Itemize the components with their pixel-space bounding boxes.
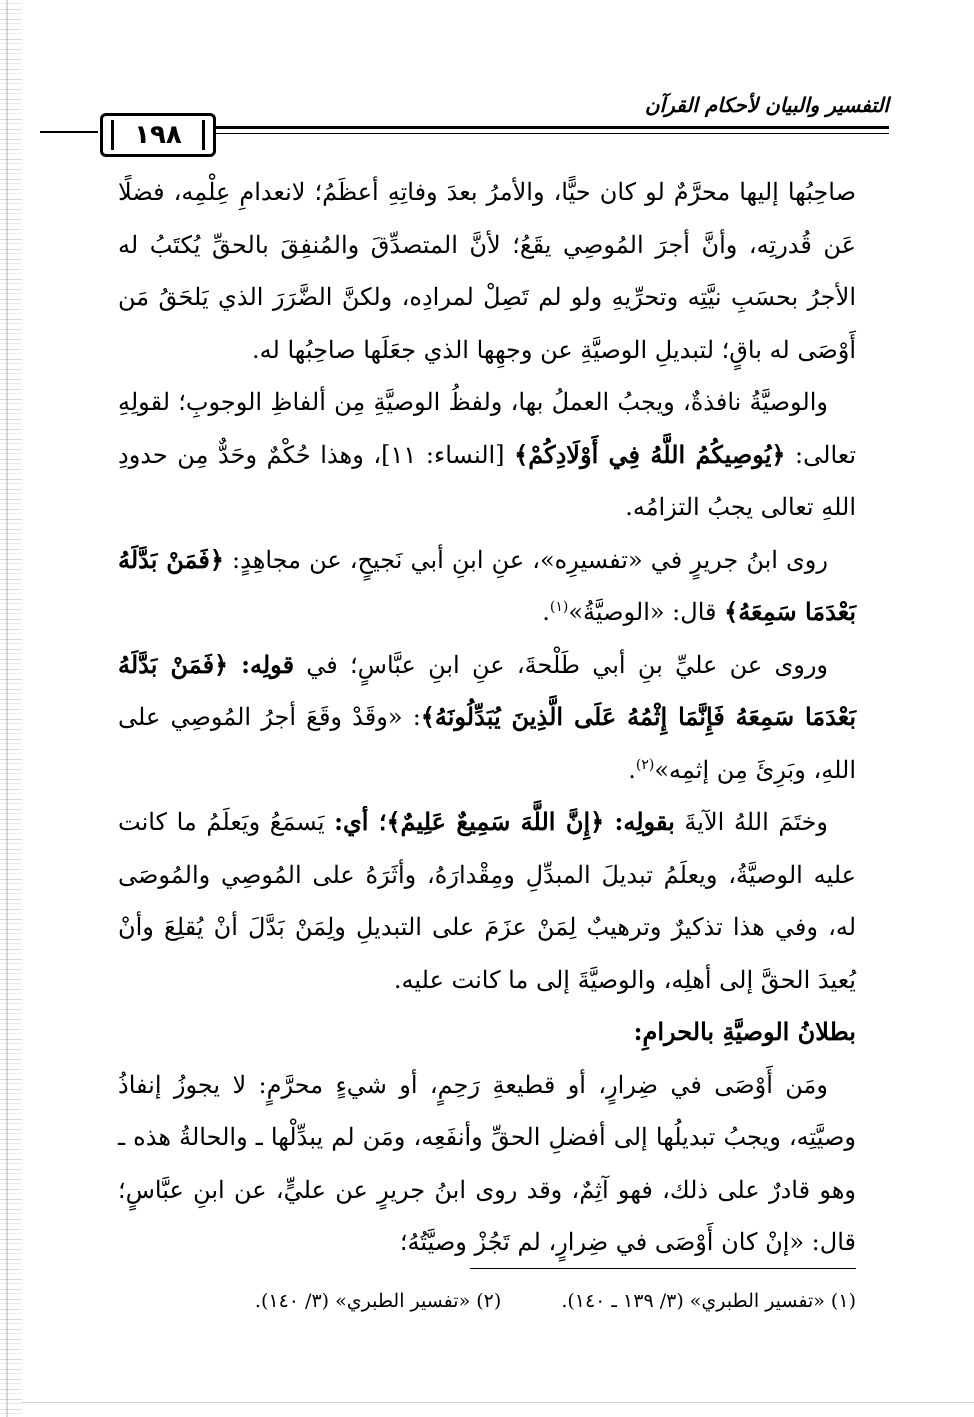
footnote-ref-2: (٢)	[635, 756, 655, 773]
footnote-2: (٢) «تفسير الطبري» (٣/ ١٤٠).	[254, 1290, 502, 1312]
paragraph-2	[118, 376, 856, 534]
scan-bottom-line	[22, 1402, 974, 1403]
paragraph-4-text: وروى عن عليِّ بنِ أبي طَلْحةَ، عنِ ابنِ عبَّاسٍ؛ في	[294, 650, 829, 679]
running-title: التفسير والبيان لأحكام القرآن	[644, 93, 889, 117]
paragraph-2-text-end: [النساء: ١١]، وهذا حُكْمٌ وحَدٌّ مِن حدودِ اللهِ تعالى يجبُ التزامُه.	[118, 440, 856, 521]
label-qawlihi: قولِه:	[241, 649, 295, 679]
header-rule	[150, 126, 889, 134]
paragraph-3: روى ابنُ جريرٍ في «تفسيرِه»، عنِ ابنِ أبي نَجيحٍ، عن مجاهِدٍ: ﴿فَمَنْ بَدَّلَهُ بَعْدَمَا سَمِعَهُ﴾ قال: «الوصيَّةُ»$^{(١)}$.	[118, 544, 856, 626]
paragraph-6: ومَن أَوْصَى في ضِرارٍ، أو قطيعةِ رَحِمٍ، أو شيءٍ محرَّمٍ: لا يجوزُ إنفاذُ وصيَّتِه، ويجبُ تبديلُها إلى أفضلِ الحقِّ وأنفَعِه، ومَن لم يبدِّلْها ـ والحالةُ هذه ـ وهو قادرٌ على ذلك، فهو آثِمٌ، وقد روى ابنُ جريرٍ عن عليٍّ، عن ابنِ عبَّاسٍ؛ قال: «إنْ كان أَوْصَى في ضِرارٍ، لم تَجُزْ وصيَّتُهُ؛	[118, 1070, 856, 1256]
paragraph-3-text-end: قال: «الوصيَّةُ»	[568, 598, 725, 626]
quran-verse: ﴿فَمَنْ بَدَّلَهُ بَعْدَمَا سَمِعَهُ﴾	[118, 544, 856, 626]
header-lead-line	[40, 131, 98, 133]
label-biqawlihi: بقولِه:	[614, 807, 675, 836]
scan-edge-line	[6, 0, 8, 1417]
label-ay: أي:	[334, 807, 379, 836]
quran-verse: ﴿فَمَنْ بَدَّلَهُ بَعْدَمَا سَمِعَهُ فَإِنَّمَا إِثْمُهُ عَلَى الَّذِينَ يُبَدِّلُونَهُ﴾	[118, 649, 857, 731]
scan-edge-shadow	[0, 0, 22, 1417]
section-heading: بطلانُ الوصيَّةِ بالحرامِ:	[633, 1017, 856, 1046]
footnote-ref-1: (١)	[549, 599, 569, 615]
body-text	[118, 166, 856, 1269]
paragraph-4-text-end: : «وقَدْ وقَعَ أجرُ المُوصِي على اللهِ، وبَرِئَ مِن إثمِه»	[118, 703, 856, 784]
footnotes	[118, 1286, 856, 1316]
quran-verse: ﴿يُوصِيكُمُ اللَّهُ فِي أَوْلَادِكُمْ﴾	[514, 439, 786, 469]
paragraph-2-text: والوصيَّةُ نافذةٌ، ويجبُ العملُ بها، ولفظُ الوصيَّةِ مِن ألفاظِ الوجوبِ؛ لقولِهِ تعالى:	[118, 388, 857, 469]
footnote-1: (١) «تفسير الطبري» (٣/ ١٣٩ ـ ١٤٠).	[561, 1290, 856, 1312]
page-number: ١٩٨	[100, 113, 216, 157]
footnote-rule	[470, 1268, 856, 1269]
paragraph-4: وروى عن عليِّ بنِ أبي طَلْحةَ، عنِ ابنِ عبَّاسٍ؛ في قولِه: ﴿فَمَنْ بَدَّلَهُ بَعْدَمَا سَمِعَهُ فَإِنَّمَا إِثْمُهُ عَلَى الَّذِينَ يُبَدِّلُونَهُ﴾: «وقَدْ وقَعَ أجرُ المُوصِي على اللهِ، وبَرِئَ مِن إثمِه»$^{(٢)}$.	[118, 649, 857, 784]
paragraph-3-text: روى ابنُ جريرٍ في «تفسيرِه»، عنِ ابنِ أبي نَجيحٍ، عن مجاهِدٍ:	[223, 545, 828, 574]
paragraph-5-text: وختَمَ اللهُ الآيةَ	[674, 808, 828, 836]
paragraph-5	[118, 796, 856, 1006]
quran-verse: ﴿إِنَّ اللَّهَ سَمِيعٌ عَلِيمٌ﴾؛	[378, 807, 615, 836]
paragraph-1: صاحِبُها إليها محرَّمٌ لو كان حيًّا، والأمرُ بعدَ وفاتِهِ أعظَمُ؛ لانعدامِ عِلْمِه، فضلًا عَن قُدرتِه، وأنَّ أجرَ المُوصِي يقَعُ؛ لأنَّ المتصدِّقَ والمُنفِقَ بالحقِّ يُكتَبُ له الأجرُ بحسَبِ نيَّتِه وتحرِّيهِ ولو لم تَصِلْ لمرادِه، ولكنَّ الضَّرَرَ الذي يَلحَقُ مَن أَوْصَى له باقٍ؛ لتبديلِ الوصيَّةِ عن وجهِها الذي جعَلَها صاحِبُها له.	[118, 178, 856, 364]
paragraph-5-text-end: يَسمَعُ ويَعلَمُ ما كانت عليه الوصيَّةُ، ويعلَمُ تبديلَ المبدِّلِ ومِقْدارَهُ، وأثَرَهُ على المُوصِي والمُوصَى له، وفي هذا تذكيرٌ وترهيبٌ لِمَنْ عزَمَ على التبديلِ ولِمَنْ بَدَّلَ أنْ يُقلِعَ وأنْ يُعيدَ الحقَّ إلى أهلِه، والوصيَّةَ إلى ما كانت عليه.	[118, 808, 857, 994]
